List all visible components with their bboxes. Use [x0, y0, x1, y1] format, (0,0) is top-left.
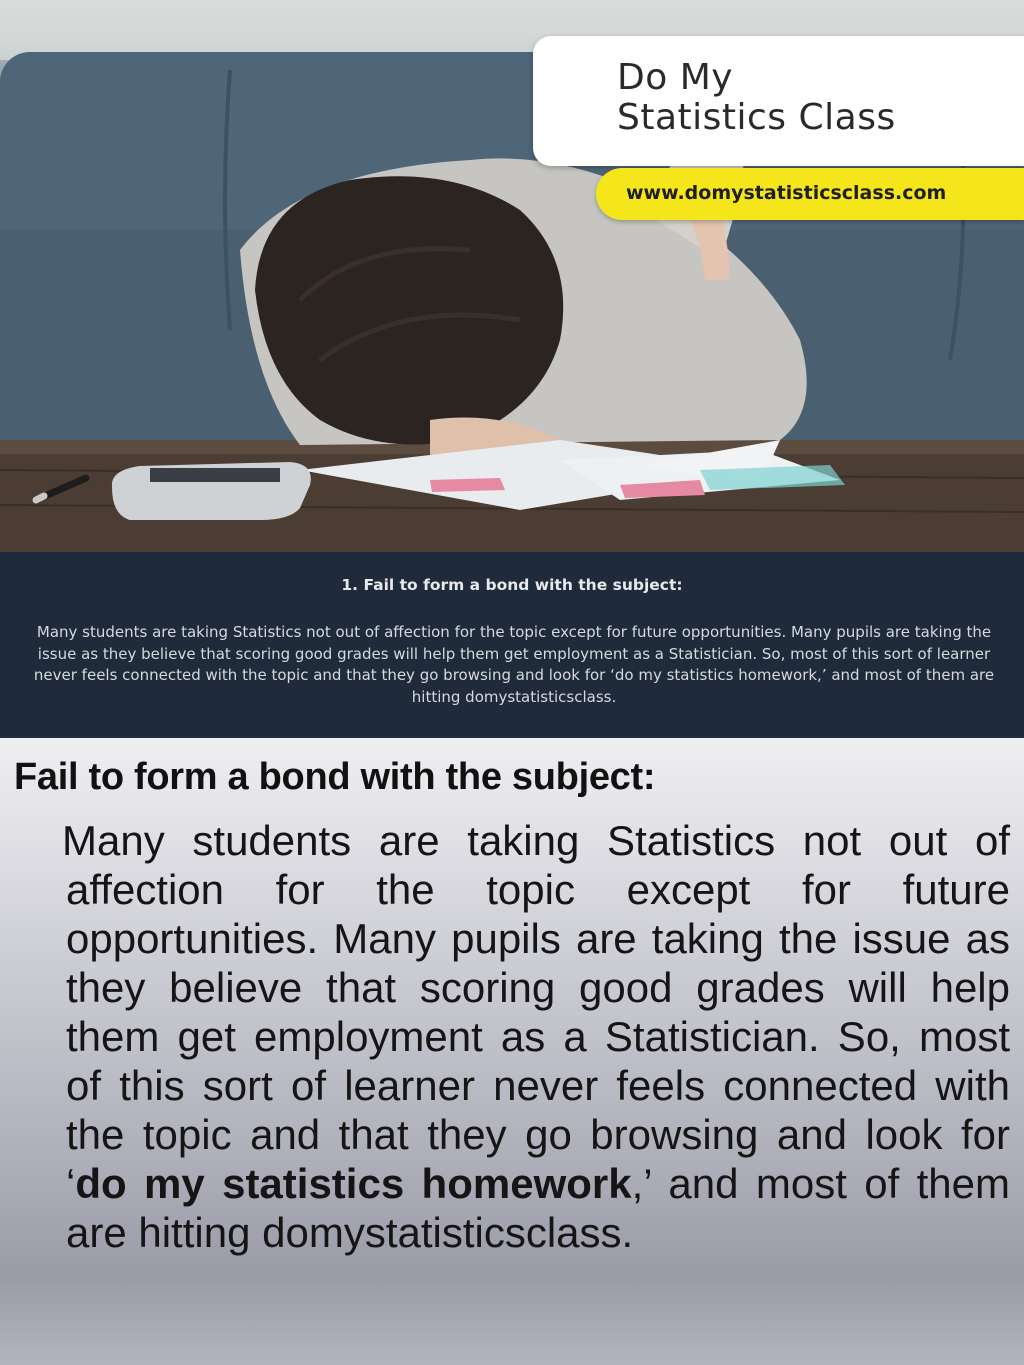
- section-heading: Fail to form a bond with the subject:: [14, 756, 656, 798]
- caption-band: [0, 552, 1024, 738]
- body-bold-keyword: do my statistics homework: [75, 1160, 632, 1207]
- url-banner[interactable]: [596, 168, 1024, 220]
- body-text-part-1: Many students are taking Statistics not out of affection for the topic except for future opportunities. Many pupils are taking the issue as they believe that scoring good grades will help them get employment as a Statistician. So, most of this sort of learner never feels connected with the topic and that they go browsing and look for ‘: [62, 817, 1010, 1207]
- caption-body: Many students are taking Statistics not out of affection for the topic except for future opportunities. Many pupils are taking the issue as they believe that scoring good grades will help them get employment as a Statistician. So, most of this sort of learner never feels connected with the topic and that they go browsing and look for ‘do my statistics homework,’ and most of them are hitting domystatisticsclass.: [33, 623, 995, 706]
- website-url[interactable]: www.domystatisticsclass.com: [626, 182, 947, 204]
- logo-line-1: Do My: [617, 57, 734, 98]
- body-text-part-2: ,’ and most of them are hitting domystatisticsclass.: [66, 1160, 1010, 1256]
- main-content: [0, 738, 1024, 1365]
- logo-card: [533, 36, 1024, 166]
- caption-heading: 1. Fail to form a bond with the subject:: [341, 576, 683, 594]
- logo-text: [617, 58, 896, 138]
- section-body: [62, 816, 1010, 1257]
- hero-photo: [0, 0, 1024, 552]
- logo-line-2: Statistics Class: [617, 97, 896, 138]
